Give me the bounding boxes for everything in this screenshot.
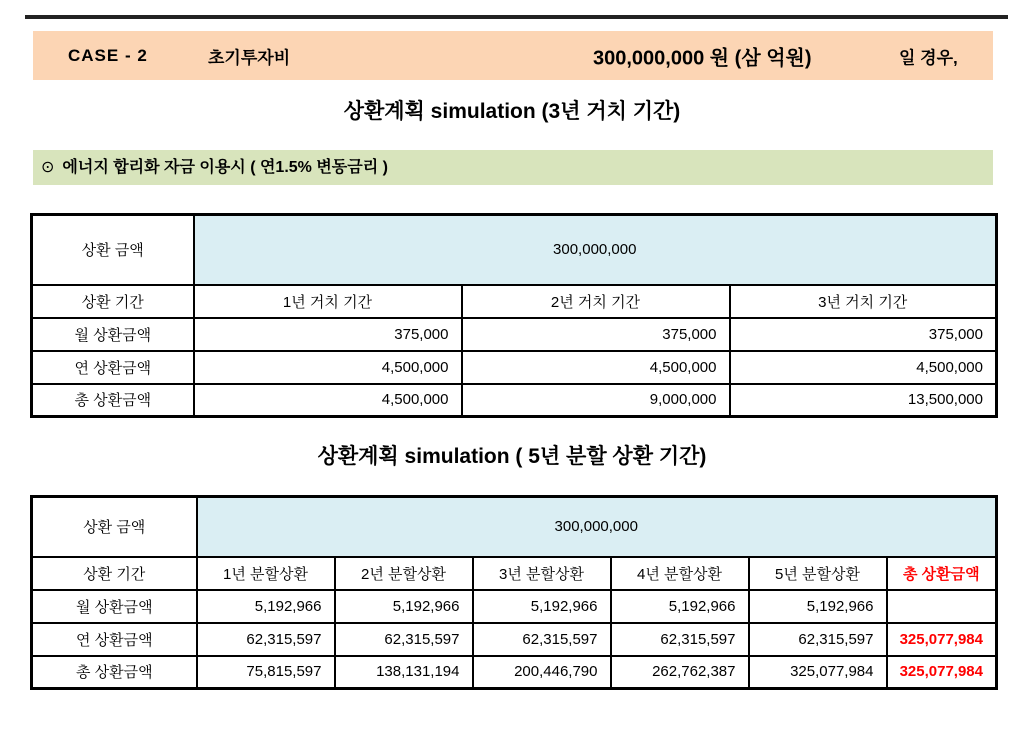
- table-row: [32, 590, 997, 623]
- value-cell: 262,762,387: [611, 656, 749, 689]
- value-cell: 4,500,000: [730, 351, 997, 384]
- section2-title: 상환계획 simulation ( 5년 분할 상환 기간): [317, 445, 707, 468]
- amount-label-cell: 상환 금액: [32, 215, 194, 285]
- value-cell: 62,315,597: [197, 623, 335, 656]
- column-header: 3년 분할상환: [473, 557, 611, 590]
- section1-title: 상환계획 simulation (3년 거치 기간): [343, 100, 681, 123]
- value-cell: 5,192,966: [473, 590, 611, 623]
- value-cell: 375,000: [194, 318, 462, 351]
- row-label: 연 상환금액: [32, 351, 194, 384]
- case-label: CASE - 2: [68, 45, 148, 65]
- value-cell: 62,315,597: [611, 623, 749, 656]
- banner-suffix: 일 경우,: [899, 48, 958, 67]
- value-cell: 4,500,000: [194, 351, 462, 384]
- total-value-cell: 325,077,984: [887, 656, 997, 689]
- period-label-cell: 상환 기간: [32, 557, 197, 590]
- column-header: 5년 분할상환: [749, 557, 887, 590]
- value-cell: 62,315,597: [335, 623, 473, 656]
- value-cell: 62,315,597: [473, 623, 611, 656]
- table-row: [32, 656, 997, 689]
- column-header: 3년 거치 기간: [730, 285, 997, 318]
- row-label: 월 상환금액: [32, 318, 194, 351]
- period-label-cell: 상환 기간: [32, 285, 194, 318]
- table-row: [32, 384, 997, 417]
- total-column-header: 총 상환금액: [887, 557, 997, 590]
- value-cell: 4,500,000: [194, 384, 462, 417]
- value-cell: 5,192,966: [197, 590, 335, 623]
- table-row: [32, 623, 997, 656]
- column-header: 2년 거치 기간: [462, 285, 730, 318]
- circled-dot-icon: ⊙: [41, 159, 55, 176]
- amount-label-cell: 상환 금액: [32, 497, 197, 557]
- table-row: [32, 318, 997, 351]
- value-cell: 4,500,000: [462, 351, 730, 384]
- investment-label: 초기투자비: [208, 48, 291, 67]
- grace-period-table: [30, 213, 998, 418]
- value-cell: 325,077,984: [749, 656, 887, 689]
- column-header: 1년 분할상환: [197, 557, 335, 590]
- value-cell: 62,315,597: [749, 623, 887, 656]
- row-label: 연 상환금액: [32, 623, 197, 656]
- table-row: [32, 351, 997, 384]
- value-cell: 375,000: [730, 318, 997, 351]
- empty-cell: [887, 590, 997, 623]
- row-label: 월 상환금액: [32, 590, 197, 623]
- value-cell: 200,446,790: [473, 656, 611, 689]
- amount-value-cell: 300,000,000: [197, 497, 997, 557]
- amount-value-cell: 300,000,000: [194, 215, 997, 285]
- case-banner: [33, 31, 993, 80]
- rate-note-text: 에너지 합리화 자금 이용시 ( 연1.5% 변동금리 ): [62, 159, 388, 176]
- total-value-cell: 325,077,984: [887, 623, 997, 656]
- top-rule: [25, 15, 1008, 19]
- installment-table: [30, 495, 998, 690]
- value-cell: 138,131,194: [335, 656, 473, 689]
- value-cell: 9,000,000: [462, 384, 730, 417]
- value-cell: 375,000: [462, 318, 730, 351]
- investment-amount: 300,000,000 원 (삼 억원): [593, 47, 812, 69]
- column-header: 2년 분할상환: [335, 557, 473, 590]
- rate-note: [33, 150, 993, 185]
- row-label: 총 상환금액: [32, 384, 194, 417]
- value-cell: 75,815,597: [197, 656, 335, 689]
- value-cell: 5,192,966: [611, 590, 749, 623]
- value-cell: 5,192,966: [749, 590, 887, 623]
- value-cell: 13,500,000: [730, 384, 997, 417]
- column-header: 4년 분할상환: [611, 557, 749, 590]
- column-header: 1년 거치 기간: [194, 285, 462, 318]
- row-label: 총 상환금액: [32, 656, 197, 689]
- value-cell: 5,192,966: [335, 590, 473, 623]
